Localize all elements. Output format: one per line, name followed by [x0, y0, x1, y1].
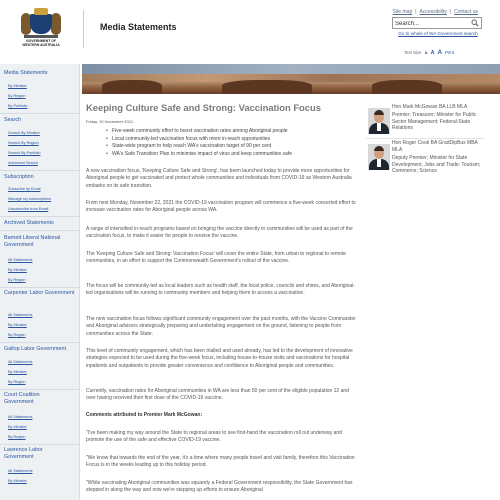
nav-heading-court-government[interactable]: Court Coalition Government: [4, 392, 40, 405]
minister-role: Premier; Treasurer; Minister for Public Sector Management; Federal-State Relations: [392, 112, 477, 132]
article-paragraph: The focus will be community-led as local leaders such as health staff, the local police, councils and shires, and Aboriginal-led organisations will be running to community members and helping them to access a vaccination.: [86, 283, 355, 297]
nav-link-carpenter-by-region[interactable]: By Region: [8, 333, 26, 337]
nav-divider: [0, 170, 79, 171]
nav-link-gallop-all-statements[interactable]: All Statements: [8, 360, 33, 364]
nav-divider: [0, 342, 79, 343]
article-paragraph: A new vaccination focus, 'Keeping Culture Safe and Strong', has been launched today to provide more opportunities for Aboriginal people to get vaccinated and protect whole communities and individuals from COVID-19 as Western Australia embarks on its safe transition.: [86, 168, 352, 189]
nav-link-court-all-statements[interactable]: All Statements: [8, 415, 33, 419]
accessibility-link[interactable]: Accessibility: [419, 9, 447, 15]
nav-divider: [0, 113, 79, 114]
minister-name-link[interactable]: Hon Roger Cook BA GradDipBus MBA MLA: [392, 140, 478, 153]
banner-gorge: [372, 80, 442, 94]
crest-supporter-right: [51, 13, 61, 35]
key-point: • Five-week community effort to boost vaccination rates among Aboriginal people: [106, 128, 366, 136]
nav-link-barnett-all-statements[interactable]: All Statements: [8, 258, 33, 262]
search-input[interactable]: [395, 19, 469, 28]
nav-divider: [0, 216, 79, 217]
nav-heading-carpenter-government[interactable]: Carpenter Labor Government: [4, 290, 75, 296]
link-separator: |: [415, 9, 417, 15]
nav-link-advanced-search[interactable]: Advanced Search: [8, 161, 38, 165]
text-size-controls: [404, 50, 454, 56]
nav-link-gallop-by-minister[interactable]: By Minister: [8, 370, 27, 374]
nav-link-by-minister[interactable]: By Minister: [8, 84, 27, 88]
nav-link-by-portfolio[interactable]: By Portfolio: [8, 104, 28, 108]
nav-heading-gallop-government[interactable]: Gallop Labor Government: [4, 346, 67, 352]
crest-base: [24, 35, 58, 38]
nav-link-carpenter-all-statements[interactable]: All Statements: [8, 313, 33, 317]
avatar-hair: [374, 110, 384, 115]
text-size-label: Text Size: [404, 50, 422, 55]
minister-photo-avatar[interactable]: [368, 108, 390, 134]
nav-link-unsubscribe[interactable]: Unsubscribe from Email: [8, 207, 49, 211]
link-separator: |: [449, 9, 452, 15]
article-paragraph: The 'Keeping Culture Safe and Strong: Vaccination Focus' will cover the entire State, from urban to regional to remote communities, in an effort to support the Commonwealth Government's rollout of the vaccine.: [86, 251, 347, 265]
article-paragraph: "We know that towards the end of the year, it's a time where many people travel and visit family, therefore this Vaccination Focus is in the weeks leading up to this holiday period.: [86, 455, 355, 469]
nav-heading-media-statements[interactable]: Media Statements: [4, 70, 48, 76]
minister-divider: [366, 138, 484, 139]
nav-divider: [0, 389, 79, 390]
nav-link-search-by-minister[interactable]: Search By Minister: [8, 131, 40, 135]
article-title: Keeping Culture Safe and Strong: Vaccination Focus: [86, 102, 321, 113]
nav-heading-barnett-government[interactable]: Barnett Liberal National Government: [4, 235, 61, 248]
article-paragraph: From next Monday, November 22, 2021 the COVID-19 vaccination program will commence a five-week concerted effort to increase vaccination rates for Aboriginal people across WA.: [86, 200, 356, 214]
nav-link-barnett-by-region[interactable]: By Region: [8, 278, 26, 282]
site-map-link[interactable]: Site map: [392, 9, 413, 15]
banner-gorge: [102, 80, 162, 94]
nav-link-barnett-by-minister[interactable]: By Minister: [8, 268, 27, 272]
key-point: • State-wide program to help reach WA's vaccination target of 90 per cent: [106, 143, 366, 151]
crest-crown: [34, 8, 48, 15]
nav-divider: [0, 444, 79, 445]
utility-links: [393, 9, 479, 15]
key-point: • WA's Safe Transition Plan to minimise impact of virus and keep communities safe: [106, 151, 366, 159]
nav-link-manage-subscriptions[interactable]: Manage my subscriptions: [8, 197, 52, 201]
contact-us-link[interactable]: Contact us: [454, 9, 478, 15]
nav-link-court-by-minister[interactable]: By Minister: [8, 425, 27, 429]
nav-link-court-by-region[interactable]: By Region: [8, 435, 26, 439]
key-points-list: [106, 128, 366, 158]
nav-heading-subscription[interactable]: Subscription: [4, 174, 34, 180]
banner-sky: [82, 64, 500, 74]
nav-link-gallop-by-region[interactable]: By Region: [8, 380, 26, 384]
banner-gorge: [222, 80, 312, 94]
nav-link-search-by-region[interactable]: Search By Region: [8, 141, 39, 145]
nav-link-search-by-portfolio[interactable]: Search By Portfolio: [8, 151, 41, 155]
article-paragraph: The new vaccination focus follows significant community engagement over the past months, with the Vaccine Commander and Aboriginal advisors strategically preparing and undertaking engagement on the ground, listening to people from communities across the State.: [86, 316, 356, 337]
crest-caption-line1: GOVERNMENT OF: [26, 39, 56, 43]
page-header: [0, 0, 500, 60]
crest-shield: [30, 14, 52, 34]
crest-caption-line2: WESTERN AUSTRALIA: [22, 43, 60, 47]
nav-link-subscribe-by-email[interactable]: Subscribe by Email: [8, 187, 41, 191]
header-divider: [83, 10, 84, 48]
article-date: Friday, 19 November 2021: [86, 119, 134, 124]
article-paragraph: Currently, vaccination rates for Aboriginal communities in WA are less than 50 per cent of the eligible population 12 and over having received their first dose of the COVID-19 vaccine.: [86, 388, 349, 402]
minister-name-link[interactable]: Hon Mark McGowan BA LLB MLA: [392, 104, 468, 110]
avatar-hair: [374, 146, 384, 151]
nav-heading-archived-statements[interactable]: Archived Statements: [4, 220, 54, 226]
left-navigation: [0, 64, 80, 500]
nav-divider: [0, 287, 79, 288]
article-paragraph: "I've been making my way around the State to regional areas to see first-hand the vaccination roll out underway and promote the use of the safe and effective COVID-19 vaccine.: [86, 430, 342, 444]
article-subheading: Comments attributed to Premier Mark McGowan:: [86, 412, 203, 418]
search-box: [392, 17, 482, 29]
avatar-shirt: [377, 159, 381, 167]
site-title[interactable]: Media Statements: [100, 22, 177, 32]
nav-link-by-region[interactable]: By Region: [8, 94, 26, 98]
nav-heading-search[interactable]: Search: [4, 117, 22, 123]
print-link[interactable]: Print: [445, 50, 454, 55]
text-size-small-button[interactable]: A: [424, 50, 428, 55]
key-point: • Local community-led vaccination focus with more in-reach opportunities: [106, 136, 366, 144]
nav-heading-lawrence-government[interactable]: Lawrence Labor Government: [4, 447, 43, 460]
text-size-medium-button[interactable]: A: [430, 50, 435, 56]
text-size-large-button[interactable]: A: [437, 50, 442, 56]
crest-caption: [18, 39, 64, 47]
nav-link-lawrence-by-minister[interactable]: By Minister: [8, 479, 27, 483]
wa-government-crest-logo[interactable]: [18, 8, 64, 52]
nav-link-carpenter-by-minister[interactable]: By Minister: [8, 323, 27, 327]
article-paragraph: A range of intensified in-reach programs based on bringing the vaccine directly to communities will be used as part of the vaccination focus, to make it easier for people to receive the vaccine.: [86, 226, 353, 240]
nav-link-lawrence-all-statements[interactable]: All Statements: [8, 469, 33, 473]
nav-divider: [0, 230, 79, 231]
landscape-banner-image: [82, 64, 500, 94]
avatar-shirt: [377, 123, 381, 131]
article-paragraph: This level of community engagement, which has been trialled and used already, has led to the development of innovative strategies expected to be used during the five-week focus, including house-to-house visits and vaccinations for hospital inpatients and outpatients to provide greater convenience and confidence to Aboriginal people and communities.: [86, 348, 353, 369]
article-paragraph: "While vaccinating Aboriginal communities was squarely a Federal Government responsibility, the State Government has stepped in along the way and now we're stepping up efforts to ensure Aboriginal: [86, 480, 353, 494]
minister-role: Deputy Premier; Minister for State Development, Jobs and Trade; Tourism; Commerce; Science: [392, 155, 481, 175]
minister-photo-avatar[interactable]: [368, 144, 390, 170]
search-icon[interactable]: [471, 19, 479, 27]
whole-of-government-search-link[interactable]: Go to whole of WA Government search: [398, 31, 478, 36]
